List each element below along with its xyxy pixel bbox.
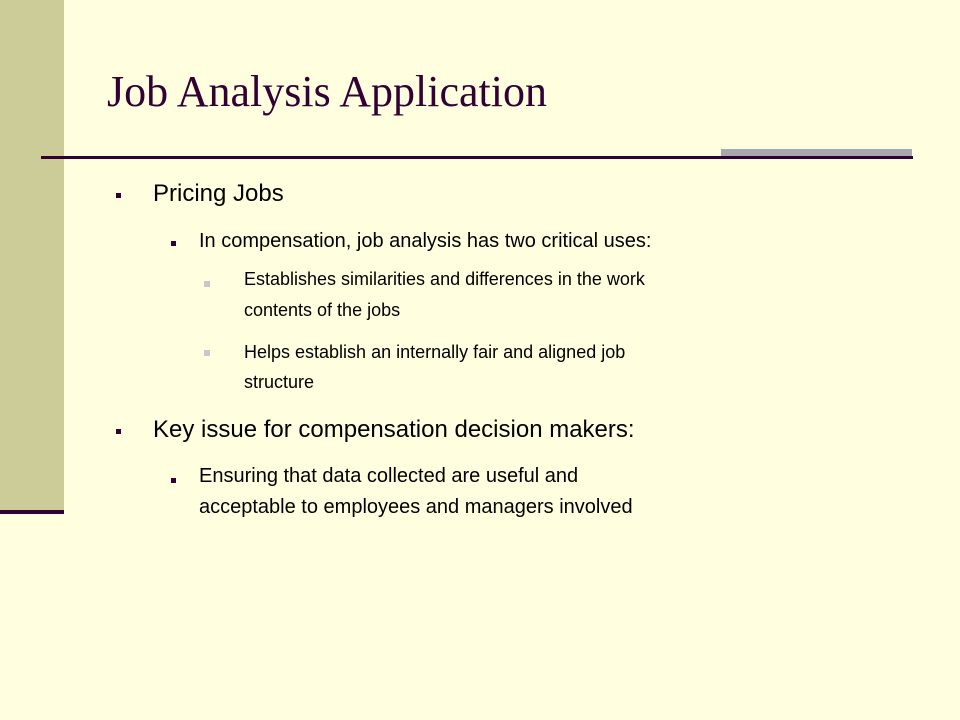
square-bullet-icon bbox=[116, 193, 121, 198]
subsubbullet-fair-structure-line1: Helps establish an internally fair and aligned job bbox=[244, 342, 626, 362]
square-bullet-icon bbox=[116, 429, 121, 434]
slide-title: Job Analysis Application bbox=[107, 67, 547, 116]
bullet-pricing-jobs: Pricing Jobs bbox=[153, 180, 284, 207]
subbullet-ensuring-data-line2: acceptable to employees and managers involved bbox=[199, 496, 633, 518]
square-bullet-icon bbox=[171, 478, 176, 483]
subsubbullet-fair-structure-line2: structure bbox=[244, 372, 315, 392]
light-square-bullet-icon bbox=[204, 350, 210, 356]
subsubbullet-similarities-line2: contents of the jobs bbox=[244, 300, 401, 320]
subsubbullet-similarities-line1: Establishes similarities and differences in the work bbox=[244, 269, 645, 289]
subbullet-critical-uses: In compensation, job analysis has two critical uses: bbox=[199, 230, 652, 252]
bullet-key-issue: Key issue for compensation decision makers: bbox=[153, 416, 635, 443]
light-square-bullet-icon bbox=[204, 281, 210, 287]
subbullet-ensuring-data-line1: Ensuring that data collected are useful and bbox=[199, 465, 579, 487]
square-bullet-icon bbox=[171, 241, 176, 246]
